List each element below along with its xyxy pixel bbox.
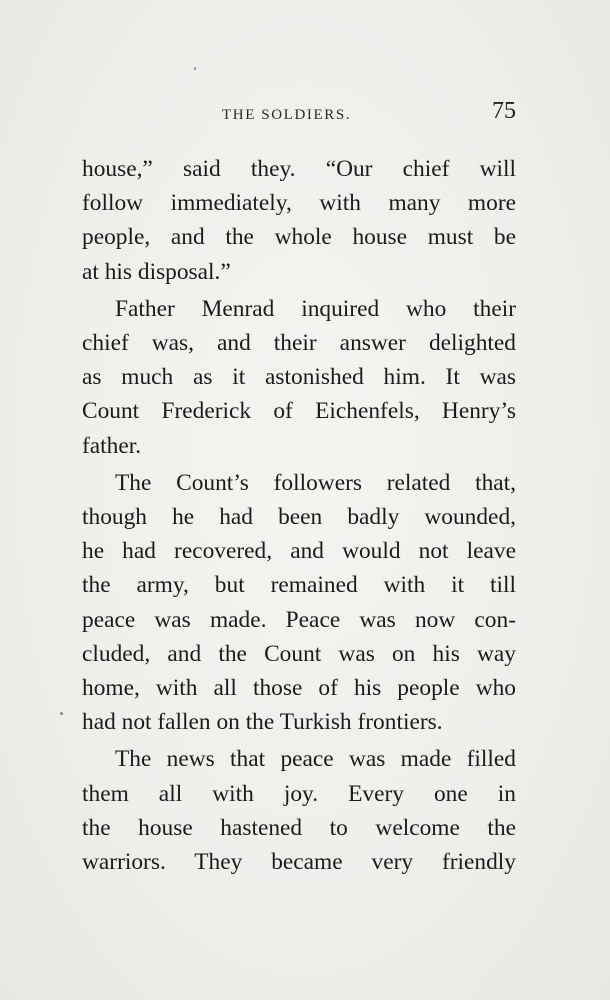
text-line: the house hastened to welcome the [82, 814, 516, 841]
text-line: Count Frederick of Eichenfels, Henry’s [82, 398, 516, 425]
text-line: follow immediately, with many more [82, 190, 516, 217]
text-line: though he had been badly wounded, [82, 504, 516, 531]
paragraph-1 [82, 152, 516, 289]
paragraph-2 [82, 292, 516, 463]
text-line: he had recovered, and would not leave [82, 538, 516, 565]
text-line: Father Menrad inquired who their [115, 295, 516, 322]
body-text [82, 152, 516, 882]
running-head [82, 98, 518, 128]
paper-speck [60, 712, 63, 715]
text-line: house,” said they. “Our chief will [82, 156, 516, 182]
text-line: as much as it astonished him. It was [82, 364, 516, 391]
text-line: had not fallen on the Turkish frontiers. [82, 709, 443, 736]
text-line: the army, but remained with it till [82, 572, 516, 599]
text-line: warriors. They became very friendly [82, 849, 516, 876]
paragraph-4 [82, 742, 516, 879]
paragraph-3 [82, 466, 516, 740]
text-line: them all with joy. Every one in [82, 780, 516, 807]
text-line: peace was made. Peace was now con- [82, 606, 516, 633]
text-line: home, with all those of his people who [82, 675, 516, 702]
running-title: THE SOLDIERS. [222, 107, 352, 123]
page-number: 75 [492, 98, 516, 124]
text-line: father. [82, 432, 142, 459]
paper-speck [194, 67, 196, 70]
text-line: chief was, and their answer delighted [82, 330, 516, 357]
text-line: The Count’s followers related that, [115, 469, 516, 496]
text-line: at his disposal.” [82, 258, 231, 285]
text-line: The news that peace was made filled [115, 746, 516, 773]
text-line: people, and the whole house must be [82, 224, 516, 251]
text-line: cluded, and the Count was on his way [82, 640, 516, 667]
